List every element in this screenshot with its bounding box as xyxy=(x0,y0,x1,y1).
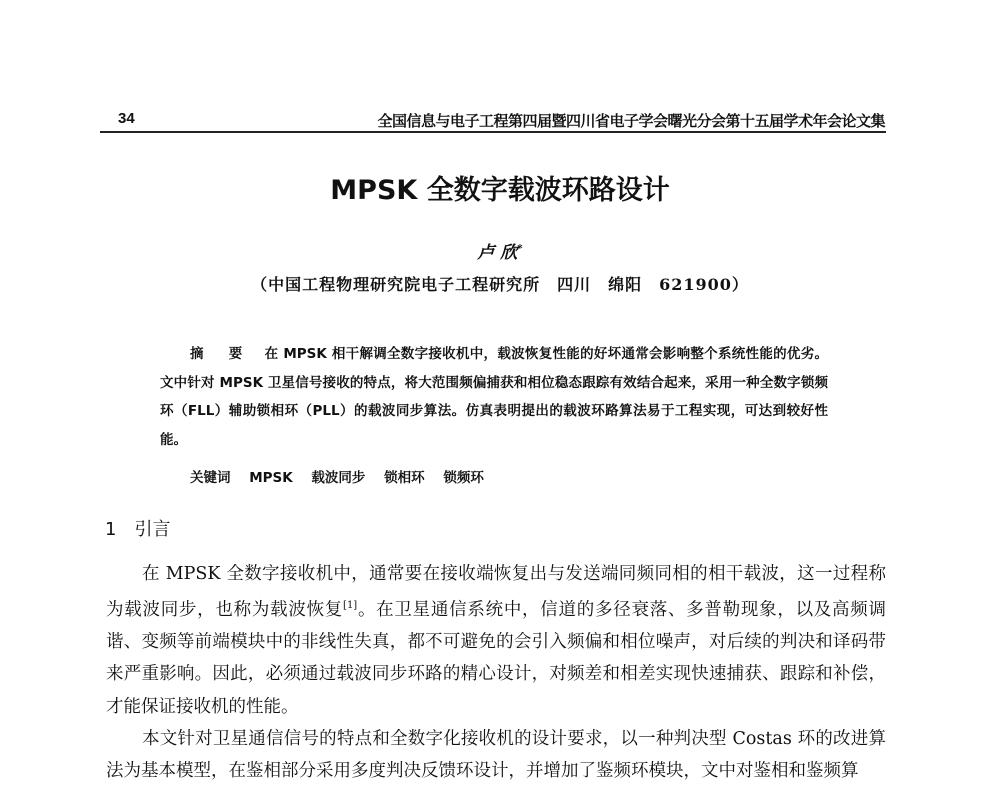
keyword: 锁频环 xyxy=(443,470,484,486)
paragraph xyxy=(106,558,886,723)
header-rule xyxy=(100,131,886,133)
keywords-label: 关键词 xyxy=(190,470,231,486)
body-text xyxy=(106,558,886,787)
citation-ref[interactable]: [1] xyxy=(343,600,358,612)
paragraph-text: 。在卫星通信系统中，信道的多径衰落、多普勒现象，以及高频调谐、变频等前端模块中的非线性失真，都不可避免的会引入频偏和相位噪声，对后续的判决和译码带来严重影响。因此，必须通过载波同步环路的精心设计，对频差和相差实现快速捕获、跟踪和补偿，才能保证接收机的性能。 xyxy=(106,600,887,717)
section-title: 引言 xyxy=(134,519,171,540)
author-footnote-mark: * xyxy=(517,243,523,255)
paragraph-text: 在 MPSK 全数字接收机中，通常要在接收端恢复出与发送端同频同相的相干载波，这一过程称为载波同步，也称为载波恢复 xyxy=(106,564,886,621)
keyword: 锁相环 xyxy=(384,470,425,486)
section-number: 1 xyxy=(105,519,117,540)
paragraph: 本文针对卫星通信信号的特点和全数字化接收机的设计要求，以一种判决型 Costas 环的改进算法为基本模型，在鉴相部分采用多度判决反馈环设计，并增加了鉴频环模块，文中对鉴相和鉴频算 xyxy=(106,728,886,782)
author xyxy=(0,238,1000,263)
paper-title: MPSK 全数字载波环路设计 xyxy=(330,175,670,206)
author-name: 卢 欣 xyxy=(477,243,518,263)
keywords xyxy=(190,466,498,486)
keyword: 载波同步 xyxy=(311,470,366,486)
page-number: 34 xyxy=(118,110,135,127)
abstract-label: 摘 要 xyxy=(190,346,253,362)
section-heading xyxy=(105,515,170,541)
keyword: MPSK xyxy=(249,470,293,486)
running-head: 全国信息与电子工程第四届暨四川省电子学会曙光分会第十五届学术年会论文集 xyxy=(377,112,885,130)
abstract-text: 在 MPSK 相干解调全数字接收机中，载波恢复性能的好坏通常会影响整个系统性能的优劣。文中针对 MPSK 卫星信号接收的特点，将大范围频偏捕获和相位稳态跟踪有效结合起来，采用一种全数字锁频环（FLL）辅助锁相环（PLL）的载波同步算法。仿真表明提出的载波环路算法易于工程实现，可达到较好性能。 xyxy=(160,346,828,448)
abstract xyxy=(160,340,828,454)
affiliation: （中国工程物理研究院电子工程研究所 四川 绵阳 621900） xyxy=(251,275,749,294)
